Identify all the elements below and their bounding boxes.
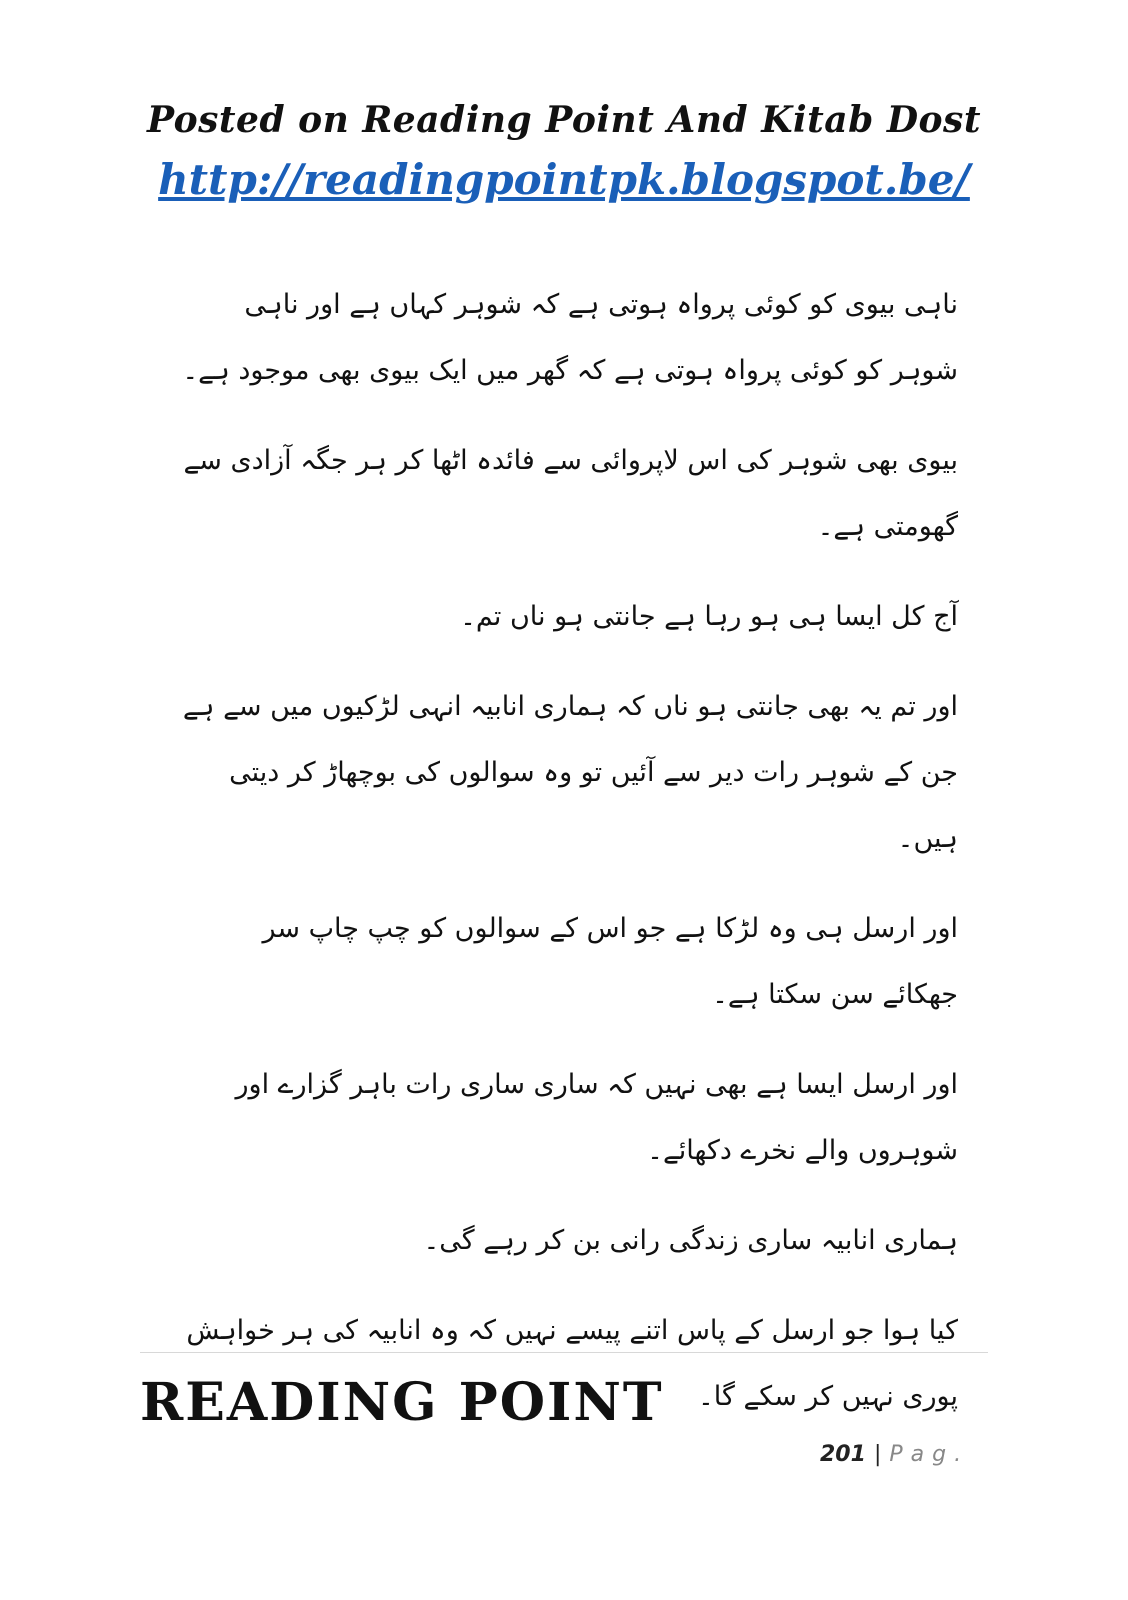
footer-divider [140,1352,988,1353]
paragraph: بیوی بھی شوہر کی اس لاپروائی سے فائدہ اٹھا کر ہر جگہ آزادی سے گھومتی ہے۔ [183,445,958,542]
paragraph: کیا ہوا جو ارسل کے پاس اتنے پیسے نہیں کہ وہ انابیہ کی ہر خواہش پوری نہیں کر سکے گا۔ [186,1315,958,1412]
footer-brand: READING POINT [140,1372,664,1433]
paragraph: آج کل ایسا ہی ہو رہا ہے جانتی ہو ناں تم۔ [460,601,958,632]
paragraph: اور ارسل ایسا ہے بھی نہیں کہ ساری ساری رات باہر گزارے اور شوہروں والے نخرے دکھائے۔ [235,1069,958,1166]
page-header [0,96,1128,208]
paragraph: اور تم یہ بھی جانتی ہو ناں کہ ہماری انابیہ انہی لڑکیوں میں سے ہے جن کے شوہر رات دیر سے آئیں تو وہ سوالوں کی بوچھاڑ کر دیتی ہیں۔ [182,691,958,854]
paragraph: ناہی بیوی کو کوئی پرواہ ہوتی ہے کہ شوہر کہاں ہے اور ناہی شوہر کو کوئی پرواہ ہوتی ہے کہ گھر میں ایک بیوی بھی موجود ہے۔ [182,289,958,386]
page-number: 201 [820,1442,866,1467]
page-number-block [820,1442,969,1467]
page-label: Pag. [889,1442,970,1467]
page-separator: | [873,1442,882,1467]
paragraph: اور ارسل ہی وہ لڑکا ہے جو اس کے سوالوں کو چپ چاپ سر جھکائے سن سکتا ہے۔ [262,913,958,1010]
blog-link[interactable]: http://readingpointpk.blogspot.be/ [158,155,970,204]
posted-on-line: Posted on Reading Point And Kitab Dost [147,99,981,141]
paragraph: ہماری انابیہ ساری زندگی رانی بن کر رہے گی۔ [423,1225,958,1256]
story-text [180,272,958,1454]
